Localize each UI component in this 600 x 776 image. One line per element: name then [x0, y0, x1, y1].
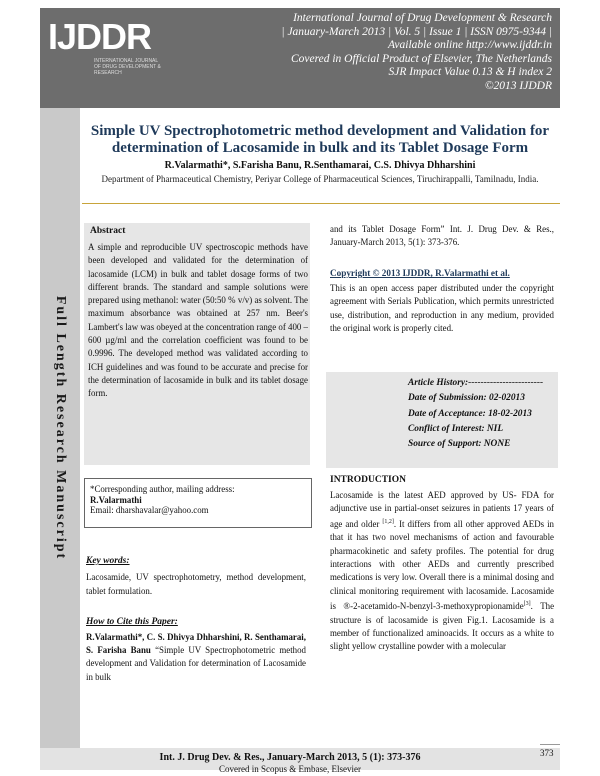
keywords-body: Lacosamide, UV spectrophotometry, method development, tablet formulation.: [86, 572, 306, 596]
header-line: International Journal of Drug Development & Research: [293, 12, 552, 24]
correspondence-name: R.Valarmathi: [90, 494, 142, 505]
correspondence-email[interactable]: Email: dharshavalar@yahoo.com: [90, 505, 209, 516]
cite-continuation: and its Tablet Dosage Form” Int. J. Drug Dev. & Res., January-March 2013, 5(1): 373-376.: [330, 224, 554, 248]
cite-rest: “Simple UV Spectrophotometric method development and Validation for determination of Lacosamide in bulk: [86, 645, 306, 682]
footer-citation: Int. J. Drug Dev. & Res., January-March 2013, 5 (1): 373-376: [159, 752, 421, 763]
history-title: Article History:------------------------: [408, 378, 544, 388]
intro-text: . It differs from all other approved AEDs in that it has two novel mechanisms of action and favourable pharmacokinetic and safety profiles. The potential for drug interactions with other AEDs and currently prescribed medications is very low. Overall there is a minimal dosing and clinical monitoring requirement with lacosamide. Lacosamide is ®-2-acetamido-N-benzyl-3-methoxypropionamide: [330, 518, 554, 612]
page-number: 373: [540, 748, 554, 758]
copyright-heading: Copyright © 2013 IJDDR, R.Valarmathi et al.: [330, 268, 510, 278]
history-submission: Date of Submission: 02-02013: [408, 393, 525, 404]
header-line: Covered in Official Product of Elsevier, The Netherlands: [290, 52, 552, 65]
abstract-heading: Abstract: [90, 226, 126, 236]
side-label: Full Length Research Manuscript: [53, 295, 68, 561]
intro-text: . The structure is of lacosamide is given Fig.1. Lacosamide is a member of functionalized aminoacids. It occurs as a white to slight yellow crystalline powder with a molecular: [330, 601, 555, 652]
cite-heading: How to Cite this Paper:: [86, 617, 178, 627]
journal-logo-subtitle: INTERNATIONAL JOURNAL OF DRUG DEVELOPMENT & RESEARCH: [94, 58, 161, 76]
author-affiliation: Department of Pharmaceutical Chemistry, Periyar College of Pharmaceutical Sciences, Tiruchirappalli, Tamilnadu, India.: [101, 174, 539, 184]
introduction-body: [330, 489, 554, 654]
journal-logo: IJDDR: [48, 16, 152, 57]
abstract-body: A simple and reproducible UV spectroscopic methods have been developed and validated for the determination of lacosamide (LCM) in bulk and tablet dosage forms of two different brands. The standard and sample solutions were prepared using methanol: water (50:50 % v/v) as solvent. The maximum absorbance was obtained at 257 nm. Beer's Lambert's law was obeyed at the concentration range of 400 – 600 µg/ml and the correlation coefficient was found to be 0.9996. The developed method was validated according to ICH guidelines and was found to be accurate and precise for the determination of lacosamide in bulk and its tablet dosage form.: [88, 242, 308, 399]
keywords-heading: Key words:: [86, 556, 130, 566]
paper-authors: R.Valarmathi*, S.Farisha Banu, R.Senthamarai, C.S. Dhivya Dhharshini: [164, 160, 476, 171]
page-number-rule: [540, 744, 560, 745]
correspondence-text: [90, 484, 306, 516]
paper-title: Simple UV Spectrophotometric method development and Validation for determination of Lacosamide in bulk and its Tablet Dosage Form: [90, 123, 550, 156]
citation-ref[interactable]: [3]: [523, 601, 531, 608]
history-acceptance: Date of Acceptance: 18-02-2013: [408, 408, 532, 419]
history-support: Source of Support: NONE: [408, 439, 511, 450]
copyright-body: This is an open access paper distributed under the copyright agreement with Serials Publication, which permits unrestricted use, distribution, and reproduction in any medium, provided the original work is properly cited.: [330, 283, 554, 333]
header-line[interactable]: Available online http://www.ijddr.in: [388, 39, 552, 51]
header-line: | January-March 2013 | Vol. 5 | Issue 1 | ISSN 0975-9344 |: [281, 25, 552, 38]
citation-ref[interactable]: [1,2]: [382, 518, 394, 525]
cite-authors: R.Valarmathi*, C. S. Dhivya Dhharshini, R. Senthamarai, S. Farisha Banu: [86, 632, 306, 656]
side-label-wrap: [40, 108, 80, 748]
correspondence-label: *Corresponding author, mailing address:: [90, 484, 235, 494]
header-line: SJR Impact Value 0.13 & H index 2: [388, 66, 552, 78]
introduction-heading: INTRODUCTION: [330, 475, 407, 485]
article-history: [408, 376, 543, 452]
footer-coverage: Covered in Scopus & Embase, Elsevier: [219, 764, 361, 774]
cite-body: [86, 631, 306, 684]
intro-text: Lacosamide is the latest AED approved by US- FDA for adjunctive use in partial-onset seizures in patients 17 years of age and older: [330, 490, 554, 529]
journal-header-info: [172, 12, 552, 93]
header-line: ©2013 IJDDR: [484, 79, 552, 92]
history-conflict: Conflict of Interest: NIL: [408, 423, 504, 434]
title-divider: [82, 203, 560, 204]
